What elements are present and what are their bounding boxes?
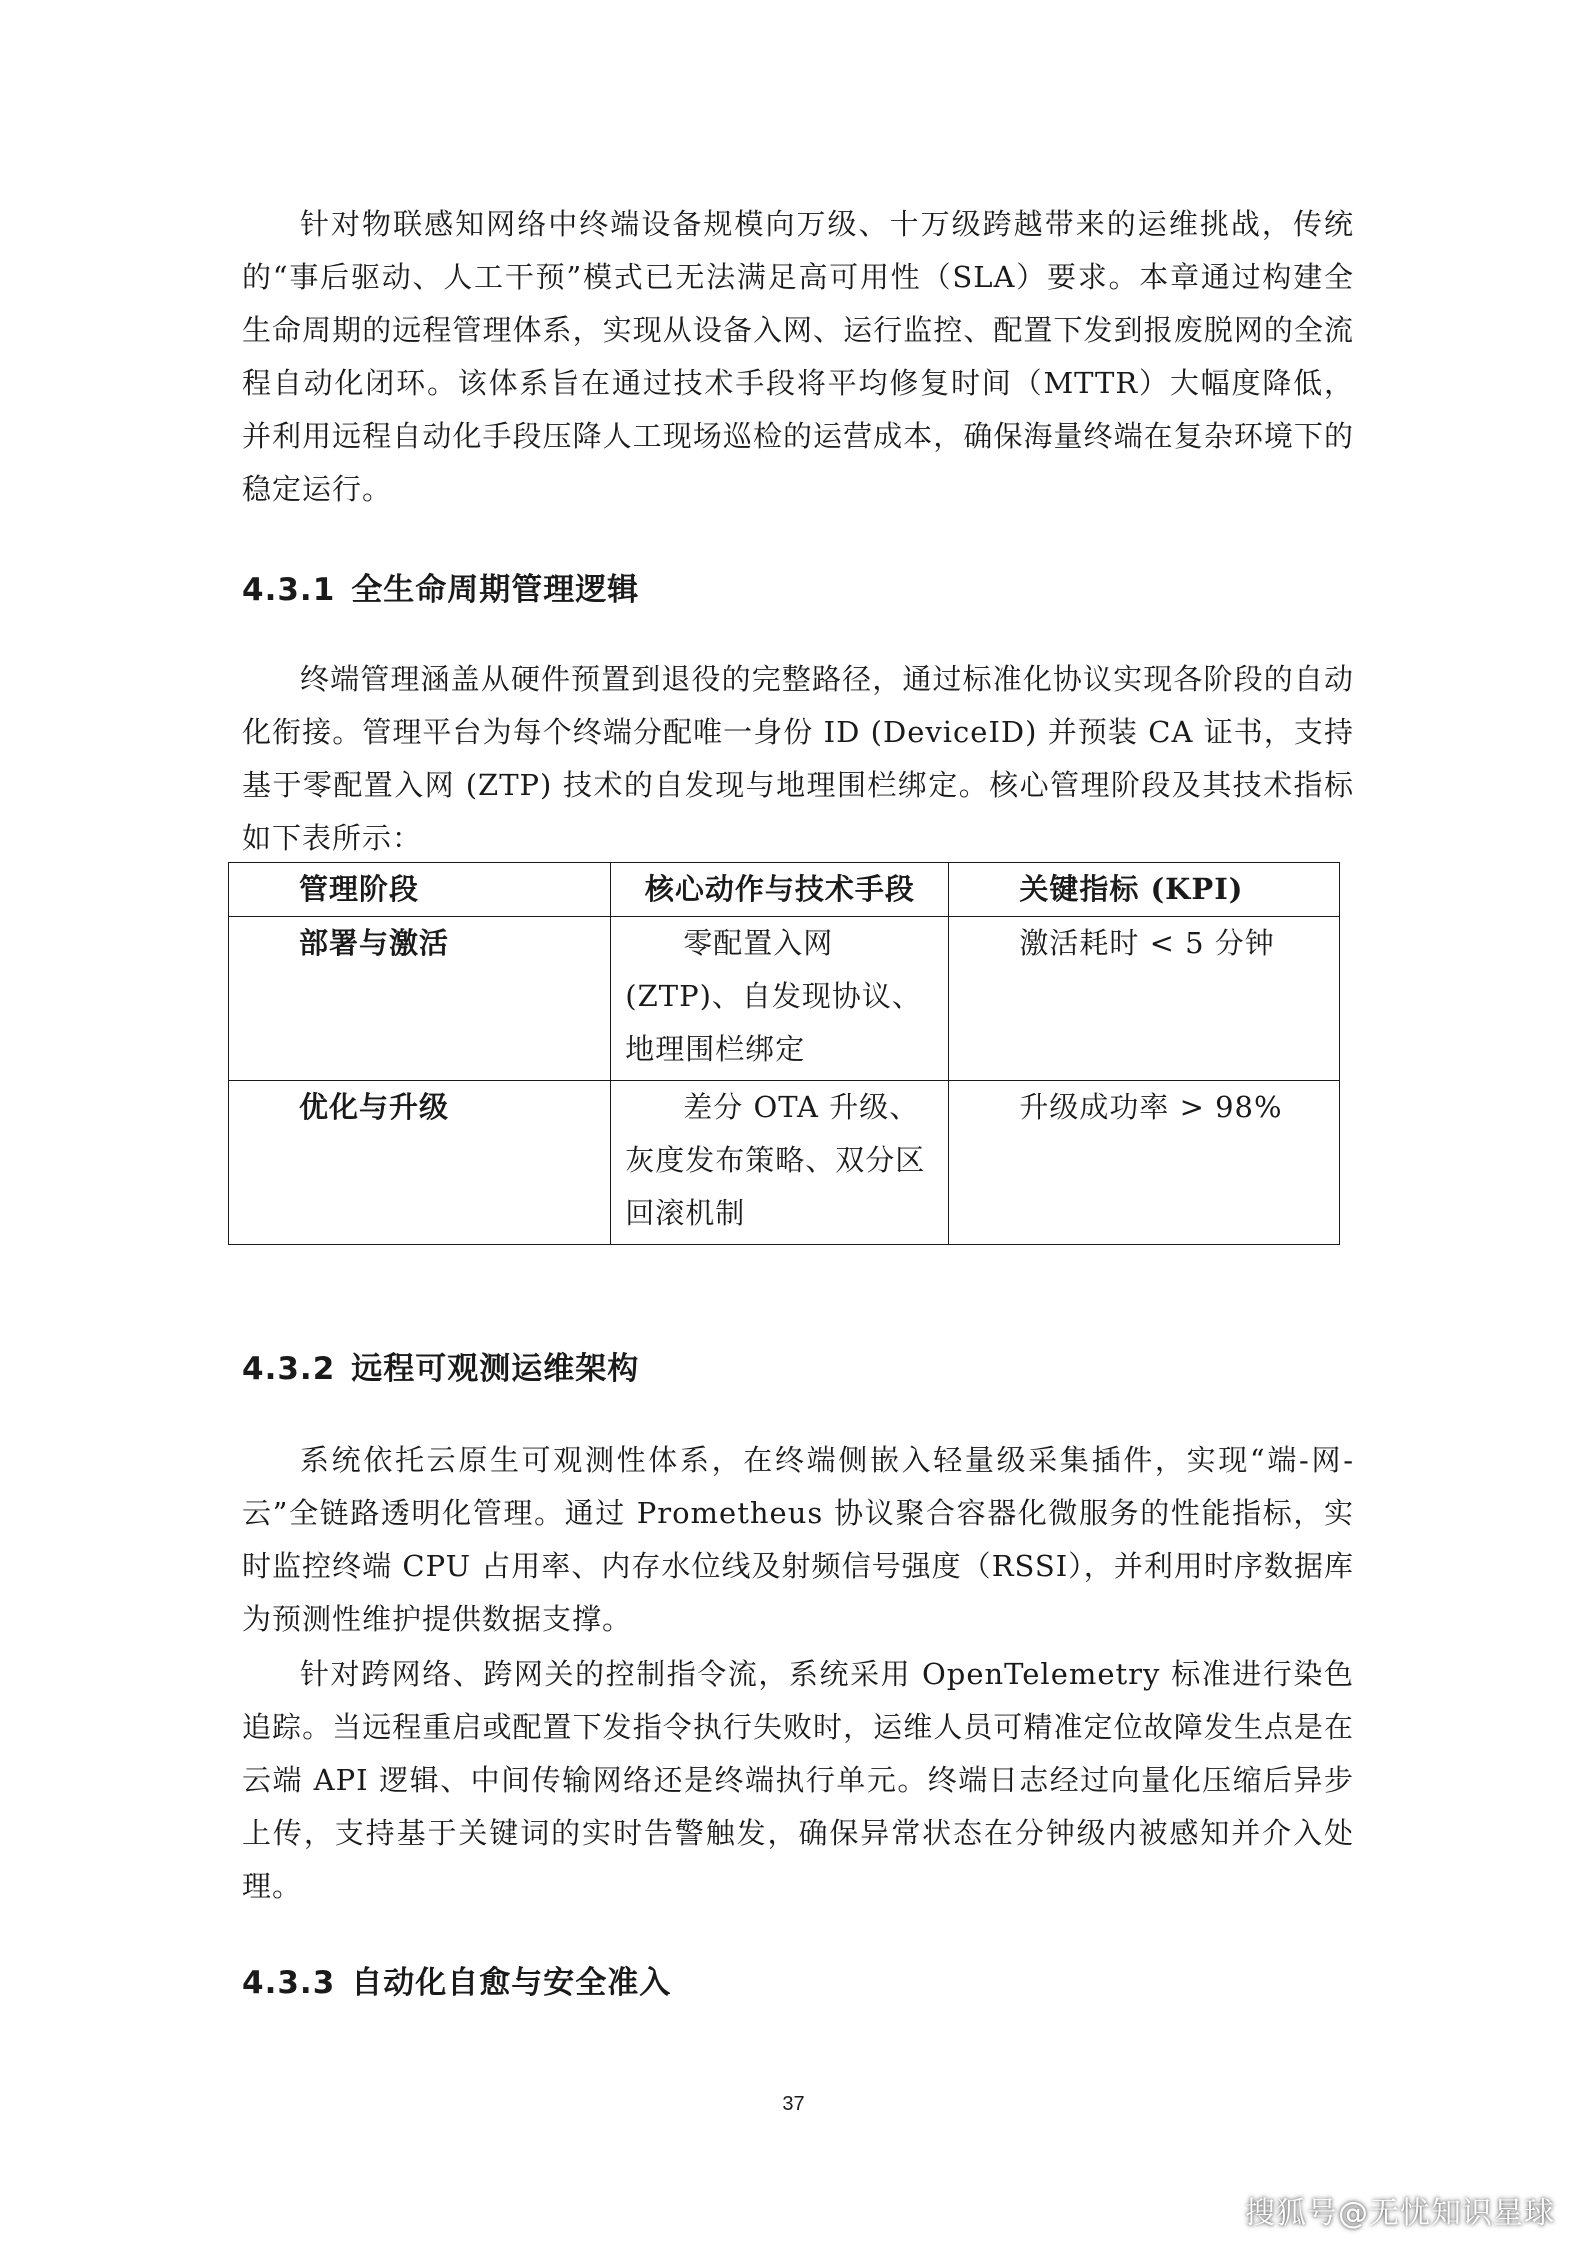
- section-4-3-1-paragraph: 终端管理涵盖从硬件预置到退役的完整路径，通过标准化协议实现各阶段的自动化衔接。管理平台为每个终端分配唯一身份 ID (DeviceID) 并预装 CA 证书，支持基于零配置入网 (ZTP) 技术的自发现与地理围栏绑定。核心管理阶段及其技术指标如下表所示：: [242, 662, 1354, 855]
- kpi-table: [228, 862, 1340, 1245]
- table-cell-action: 差分 OTA 升级、灰度发布策略、双分区回滚机制: [611, 1081, 949, 1245]
- table-cell-kpi: 升级成功率 > 98%: [949, 1081, 1340, 1245]
- table-cell-action: 零配置入网 (ZTP)、自发现协议、地理围栏绑定: [611, 917, 949, 1081]
- table-cell-stage: 优化与升级: [229, 1081, 611, 1245]
- intro-paragraph: 针对物联感知网络中终端设备规模向万级、十万级跨越带来的运维挑战，传统的“事后驱动、人工干预”模式已无法满足高可用性（SLA）要求。本章通过构建全生命周期的远程管理体系，实现从设备入网、运行监控、配置下发到报废脱网的全流程自动化闭环。该体系旨在通过技术手段将平均修复时间（MTTR）大幅度降低，并利用远程自动化手段压降人工现场巡检的运营成本，确保海量终端在复杂环境下的稳定运行。: [242, 207, 1354, 506]
- table-row: [229, 1081, 1340, 1245]
- section-number: 4.3.1: [242, 572, 336, 608]
- section-4-3-2-paragraph-1: 系统依托云原生可观测性体系，在终端侧嵌入轻量级采集插件，实现“端-网-云”全链路透明化管理。通过 Prometheus 协议聚合容器化微服务的性能指标，实时监控终端 CPU 占用率、内存水位线及射频信号强度（RSSI），并利用时序数据库为预测性维护提供数据支撑。: [242, 1443, 1354, 1636]
- table-header-action: 核心动作与技术手段: [611, 863, 949, 917]
- watermark: 搜狐号@无忧知识星球: [1245, 2196, 1555, 2231]
- table-row: [229, 917, 1340, 1081]
- table-header-row: [229, 863, 1340, 917]
- table-header-stage: 管理阶段: [229, 863, 611, 917]
- section-heading-4-3-1: [242, 570, 639, 610]
- table-header-kpi: 关键指标 (KPI): [949, 863, 1340, 917]
- page-number: 37: [782, 2093, 805, 2115]
- table-cell-stage: 部署与激活: [229, 917, 611, 1081]
- section-number: 4.3.3: [242, 1965, 336, 2001]
- section-heading-4-3-2: [242, 1349, 639, 1389]
- section-title: 全生命周期管理逻辑: [351, 572, 640, 608]
- section-number: 4.3.2: [242, 1351, 336, 1387]
- section-heading-4-3-3: [242, 1963, 671, 2003]
- section-title: 自动化自愈与安全准入: [351, 1965, 672, 2001]
- table-cell-kpi: 激活耗时 < 5 分钟: [949, 917, 1340, 1081]
- section-title: 远程可观测运维架构: [351, 1351, 640, 1387]
- section-4-3-2-paragraph-2: 针对跨网络、跨网关的控制指令流，系统采用 OpenTelemetry 标准进行染色追踪。当远程重启或配置下发指令执行失败时，运维人员可精准定位故障发生点是在云端 API 逻辑、中间传输网络还是终端执行单元。终端日志经过向量化压缩后异步上传，支持基于关键词的实时告警触发，确保异常状态在分钟级内被感知并介入处理。: [242, 1657, 1354, 1903]
